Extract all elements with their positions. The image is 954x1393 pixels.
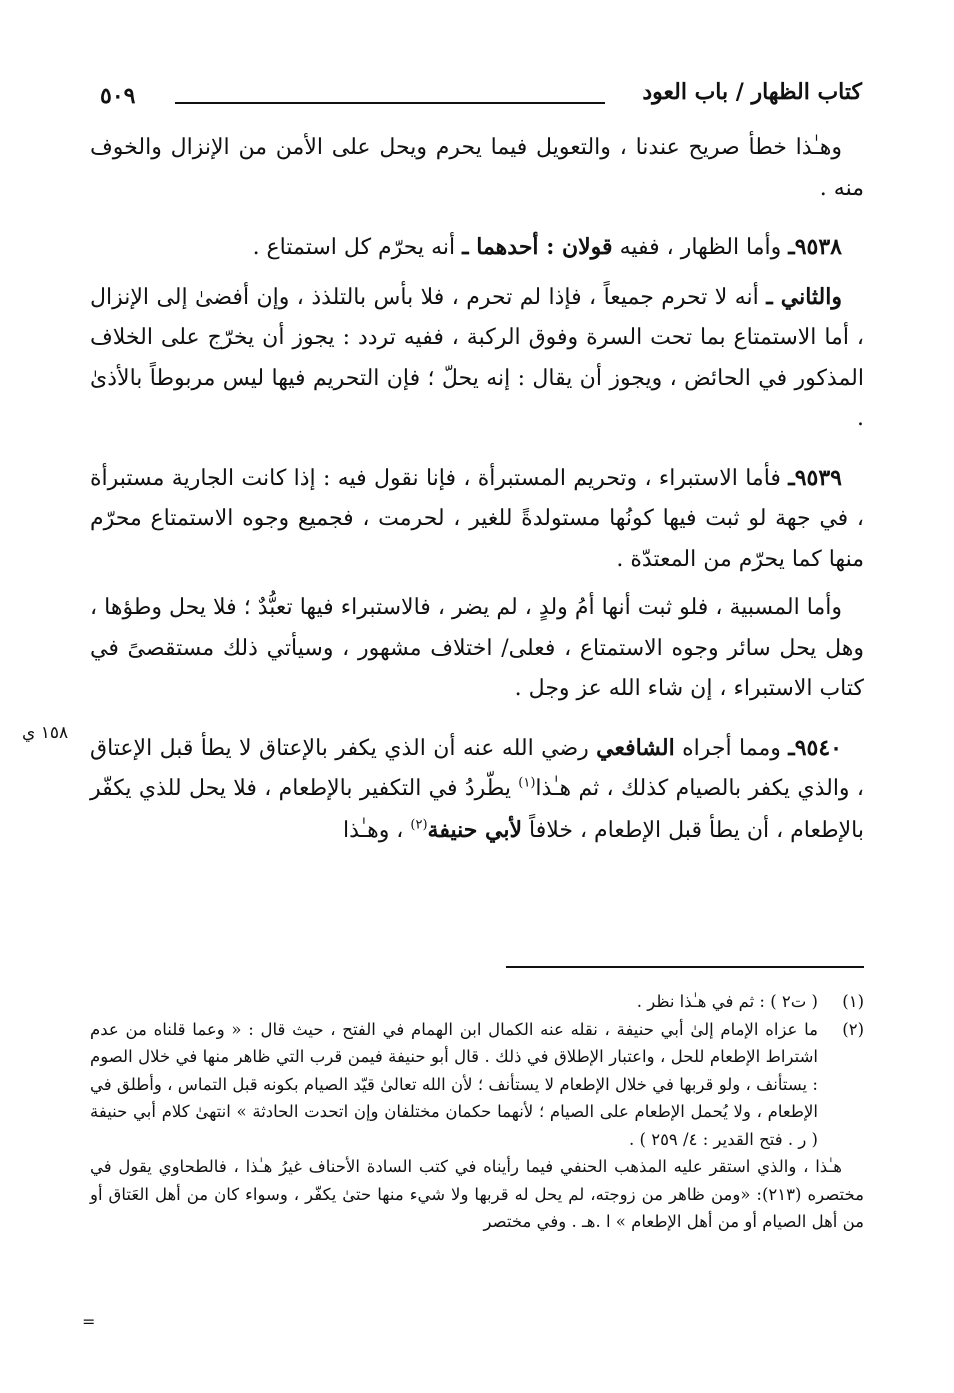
paragraph-9540-text-a: ومما أجراه <box>674 735 789 761</box>
paragraph-9538-bold: قولان : أحدهما ـ <box>462 234 613 260</box>
page-number: ٥٠٩ <box>100 83 136 109</box>
paragraph-second-opinion <box>90 277 864 440</box>
footnote-2-continuation: هـٰذا ، والذي استقر عليه المذهب الحنفي فيما رأيناه في كتب السادة الأحناف غيرُ هـٰذا ، فالطحاوي يقول في مختصره (٢١٣): «ومن ظاهر من زوجته، لم يحل له قربها ولا شيء منها حتىٰ يكفّر ، وسواء كان من أهل العَتاق أو من أهل الصيام أو من أهل الإطعام » ا .هـ . وفي مختصر <box>90 1157 864 1231</box>
footnote-1-marker: (١) <box>842 992 864 1011</box>
running-header-title: كتاب الظهار / باب العود <box>642 79 862 105</box>
footnote-ref-2[interactable]: (٢) <box>410 817 428 833</box>
paragraph-9538-text-b: أنه يحرّم كل استمتاع . <box>252 235 463 260</box>
paragraph-9539 <box>90 458 864 581</box>
paragraph-1 <box>90 128 864 209</box>
header-rule <box>175 102 605 104</box>
paragraph-captive <box>90 588 864 710</box>
paragraph-9540-text-d: ، وهـٰذا <box>342 817 411 843</box>
footnote-1 <box>90 988 864 1016</box>
paragraph-9538-text-a: وأما الظهار ، ففيه <box>612 235 789 260</box>
footnotes <box>90 988 864 1236</box>
manuscript-folio-note: ١٥٨ ي <box>22 723 69 743</box>
paragraph-9539-text: فأما الاستبراء ، وتحريم المستبرأة ، فإنا نقول فيه : إذا كانت الجارية مستبرأة ، في جهة لو ثبت فيها كونُها مستولدةً للغير ، لحرمت ، فجميع وجوه الاستمتاع محرّم منها كما يحرّم من المعتدّة . <box>90 465 864 572</box>
paragraph-number-9538: ٩٥٣٨ـ <box>788 234 842 260</box>
footnote-ref-1[interactable]: (١) <box>518 775 536 791</box>
second-opinion-label: والثاني ـ <box>766 283 842 310</box>
paragraph-number-9539: ٩٥٣٩ـ <box>788 464 842 491</box>
footnote-2 <box>90 1016 864 1154</box>
paragraph-number-9540: ٩٥٤٠ـ <box>788 734 842 761</box>
paragraph-9540-text-c: يطّردُ في التكفير بالإطعام ، فلا يحل للذي يكفّر بالإطعام ، أن يطأ قبل الإطعام ، خلافاً <box>90 776 864 843</box>
second-opinion-text: أنه لا تحرم جميعاً ، فإذا لم تحرم ، فلا بأس بالتلذذ ، وإن أفضىٰ إلى الإنزال ، أما الاستمتاع بما تحت السرة وفوق الركبة ، ففيه تردد : يجوز أن يخرّج على الخلاف المذكور في الحائض ، ويجوز أن يقال : إنه يحلّ ؛ فإن التحريم فيها ليس مربوطاً بالأذىٰ . <box>90 284 864 431</box>
footnote-separator <box>506 966 864 968</box>
paragraph-9538 <box>90 227 864 269</box>
footnote-2-marker: (٢) <box>842 1019 864 1039</box>
name-abu-hanifa: لأبي حنيفة <box>427 816 523 843</box>
footnote-1-text: ( ت٢ ) : ثم في هـٰذا نظر . <box>636 992 818 1011</box>
paragraph-9540 <box>90 728 864 852</box>
paragraph-9540-text-b: رضي الله عنه أن الذي يكفر بالإعتاق لا يطأ قبل الإعتاق ، والذي يكفر بالصيام كذلك ، ثم هـٰذا <box>90 735 864 801</box>
paragraph-captive-text: وأما المسبية ، فلو ثبت أنها أمُ ولدٍ ، لم يضر ، فالاستبراء فيها تعبُّدٌ ؛ فلا يحل وطؤها ، وهل يحل سائر وجوه الاستمتاع ، فعلى/ اختلاف مشهور ، وسيأتي ذلك مستقصىً في كتاب الاستبراء ، إن شاء الله عز وجل . <box>90 595 864 701</box>
footnote-2-text: ما عزاه الإمام إلىٰ أبي حنيفة ، نقله عنه الكمال ابن الهمام في الفتح ، حيث قال : « وعما قلناه من عدم اشتراط الإطعام للحل ، واعتبار الإطلاق في ذلك . قال أبو حنيفة فيمن قرب التي ظاهر منها في خلال الصوم : يستأنف ، ولو قربها في خلال الإطعام لا يستأنف ؛ لأن الله تعالىٰ قيّد الصيام بكونه قبل التماس ، وأطلق في الإطعام ، ولا يُحمل الإطعام على الصيام ؛ لأنهما حكمان مختلفان وإن اتحدت الحادثة » انتهىٰ كلام أبي حنيفة ( ر . فتح القدير : ٤/ ٢٥٩ ) . <box>90 1019 818 1149</box>
paragraph-1-text: وهـٰذا خطأ صريح عندنا ، والتعويل فيما يحرم ويحل على الأمن من الإنزال والخوف منه . <box>90 135 864 201</box>
main-text <box>90 128 864 851</box>
name-shafii: الشافعي <box>596 734 675 761</box>
footnote-continues-mark: = <box>82 1312 96 1331</box>
